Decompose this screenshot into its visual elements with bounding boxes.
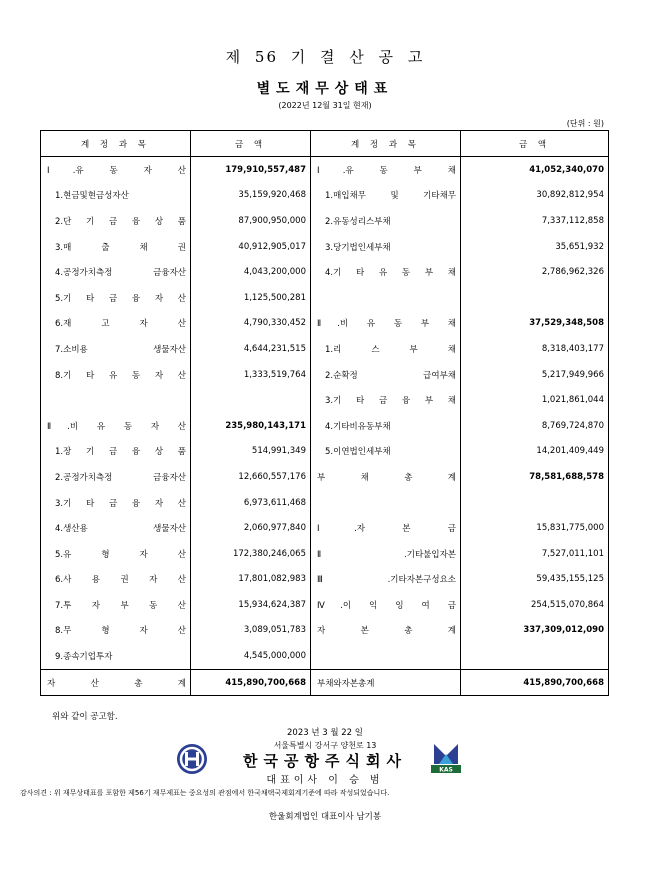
amount-right: 5,217,949,966: [541, 369, 604, 380]
account-left: 4.공정가치측정 금융자산: [41, 259, 191, 285]
account-left: 7.투 자 부 동 산: [41, 592, 191, 618]
account-right: 부 채 총 계: [311, 464, 461, 490]
amount-right: 59,435,155,125: [536, 574, 604, 585]
table-row: [41, 285, 609, 311]
amount-left: 4,043,200,000: [191, 259, 311, 285]
amount-left: 4,545,000,000: [191, 643, 311, 669]
auditor-name: 한울회계법인 대표이사 남기봉: [268, 812, 382, 822]
total-row: [41, 669, 609, 696]
unit-label: (단위 : 원): [566, 119, 604, 128]
amount-left: 1,125,500,281: [191, 285, 311, 311]
account-left: Ⅱ.비 유 동 자 산: [41, 413, 191, 439]
notice-text: 위와 같이 공고함.: [52, 712, 118, 722]
amount-right: 8,769,724,870: [541, 420, 604, 431]
amount-left: 12,660,557,176: [191, 464, 311, 490]
amount-right: 35,651,932: [555, 241, 604, 252]
account-right: Ⅰ.자 본 금: [311, 515, 461, 541]
account-left: 6.사 용 권 자 산: [41, 567, 191, 593]
amount-left: 2,060,977,840: [191, 515, 311, 541]
table-row: [41, 183, 609, 209]
account-right: Ⅲ.기타자본구성요소: [311, 567, 461, 593]
account-right: [311, 285, 461, 311]
account-right: Ⅳ.이 익 잉 여 금: [311, 592, 461, 618]
account-left: 8.무 형 자 산: [41, 618, 191, 644]
table-row: [41, 413, 609, 439]
header-account-left: 계 정 과 목: [41, 131, 191, 157]
account-left: Ⅰ.유 동 자 산: [41, 157, 191, 183]
amount-right: 14,201,409,449: [536, 446, 604, 457]
amount-left: 15,934,624,387: [191, 592, 311, 618]
amount-right: 30,892,812,954: [536, 190, 604, 201]
table-row: [41, 643, 609, 669]
announce-date: 2023 년 3 월 22 일: [287, 728, 363, 738]
account-left: 6.재 고 자 산: [41, 311, 191, 337]
account-right: [311, 490, 461, 516]
table-row: [41, 336, 609, 362]
table-row: [41, 541, 609, 567]
amount-left: 35,159,920,468: [191, 183, 311, 209]
table-row: [41, 490, 609, 516]
amount-left: 179,910,557,487: [191, 157, 311, 183]
amount-right: 337,309,012,090: [523, 625, 604, 636]
account-left: 8.기 타 유 동 자 산: [41, 362, 191, 388]
amount-right: [461, 643, 609, 669]
table-row: [41, 387, 609, 413]
amount-left: 3,089,051,783: [191, 618, 311, 644]
kas-badge-icon: [431, 742, 461, 778]
account-left: 1.장 기 금 융 상 품: [41, 439, 191, 465]
account-right: 4.기 타 유 동 부 채: [311, 259, 461, 285]
amount-right: 37,529,348,508: [529, 318, 604, 329]
header-account-right: 계 정 과 목: [311, 131, 461, 157]
account-right: 5.이연법인세부채: [311, 439, 461, 465]
table-row: [41, 439, 609, 465]
account-left: 4.생산용 생물자산: [41, 515, 191, 541]
account-right: 3.기 타 금 융 부 채: [311, 387, 461, 413]
account-left: 1.현금및현금성자산: [41, 183, 191, 209]
account-left: [41, 387, 191, 413]
table-row: [41, 311, 609, 337]
account-right: 자 본 총 계: [311, 618, 461, 644]
amount-right: 7,527,011,101: [541, 548, 604, 559]
company-name: 한국공항주식회사: [243, 752, 407, 770]
table-row: [41, 567, 609, 593]
total-liab-equity-amount: 415,890,700,668: [461, 669, 609, 696]
as-of-date: (2022년 12월 31일 현재): [278, 101, 372, 110]
table-row: [41, 259, 609, 285]
amount-left: 4,790,330,452: [191, 311, 311, 337]
amount-right: 7,337,112,858: [541, 215, 604, 226]
amount-left: 1,333,519,764: [191, 362, 311, 388]
table-row: [41, 618, 609, 644]
amount-left: [191, 387, 311, 413]
audit-opinion: 감사의견 : 위 재무상태표를 포함한 제56기 재무제표는 중요성의 관점에서 한국채택국제회계기준에 따라 작성되었습니다.: [20, 789, 390, 797]
statement-title: 별도재무상태표: [256, 81, 394, 97]
amount-left: 40,912,905,017: [191, 234, 311, 260]
account-right: 1.리 스 부 채: [311, 336, 461, 362]
notice-title: 제 56 기 결 산 공 고: [225, 48, 425, 66]
table-row: [41, 592, 609, 618]
amount-left: 235,980,143,171: [191, 413, 311, 439]
amount-right: 41,052,340,070: [529, 164, 604, 175]
amount-right: [461, 490, 609, 516]
amount-right: 254,515,070,864: [530, 599, 604, 610]
account-right: Ⅰ.유 동 부 채: [311, 157, 461, 183]
account-right: Ⅱ.비 유 동 부 채: [311, 311, 461, 337]
amount-right: 8,318,403,177: [541, 343, 604, 354]
account-left: 5.기 타 금 융 자 산: [41, 285, 191, 311]
account-left: 9.종속기업투자: [41, 643, 191, 669]
account-right: 1.매입채무 및 기타채무: [311, 183, 461, 209]
amount-right: 15,831,775,000: [536, 523, 604, 534]
account-left: 2.단 기 금 융 상 품: [41, 208, 191, 234]
company-address: 서울특별시 강서구 양천로 13: [273, 741, 377, 750]
total-assets-label: 자 산 총 계: [41, 669, 191, 696]
amount-left: 514,991,349: [191, 439, 311, 465]
table-header-row: [41, 131, 609, 157]
header-amount-left: 금 액: [191, 131, 311, 157]
ceo-name: 대표이사 이 승 범: [266, 775, 384, 786]
table-row: [41, 362, 609, 388]
account-left: 3.기 타 금 융 자 산: [41, 490, 191, 516]
account-right: 4.기타비유동부채: [311, 413, 461, 439]
amount-left: 87,900,950,000: [191, 208, 311, 234]
amount-left: 172,380,246,065: [191, 541, 311, 567]
amount-left: 6,973,611,468: [191, 490, 311, 516]
account-left: 5.유 형 자 산: [41, 541, 191, 567]
logo-text: KAS: [439, 766, 453, 774]
account-left: 7.소비용 생물자산: [41, 336, 191, 362]
table-row: [41, 464, 609, 490]
amount-right: 78,581,688,578: [529, 471, 604, 482]
table-row: [41, 234, 609, 260]
account-right: [311, 643, 461, 669]
total-assets-amount: 415,890,700,668: [191, 669, 311, 696]
table-row: [41, 515, 609, 541]
amount-left: 17,801,082,983: [191, 567, 311, 593]
account-left: 2.공정가치측정 금융자산: [41, 464, 191, 490]
table-row: [41, 157, 609, 183]
account-right: 3.당기법인세부채: [311, 234, 461, 260]
account-right: 2.순확정 급여부채: [311, 362, 461, 388]
amount-right: [461, 285, 609, 311]
total-liab-equity-label: 부채와자본총계: [311, 669, 461, 696]
amount-right: 2,786,962,326: [541, 267, 604, 278]
account-left: 3.매 출 채 권: [41, 234, 191, 260]
account-right: 2.유동성리스부채: [311, 208, 461, 234]
table-row: [41, 208, 609, 234]
amount-right: 1,021,861,044: [541, 395, 604, 406]
amount-left: 4,644,231,515: [191, 336, 311, 362]
balance-sheet-table: [40, 130, 609, 696]
account-right: Ⅱ.기타불입자본: [311, 541, 461, 567]
header-amount-right: 금 액: [461, 131, 609, 157]
